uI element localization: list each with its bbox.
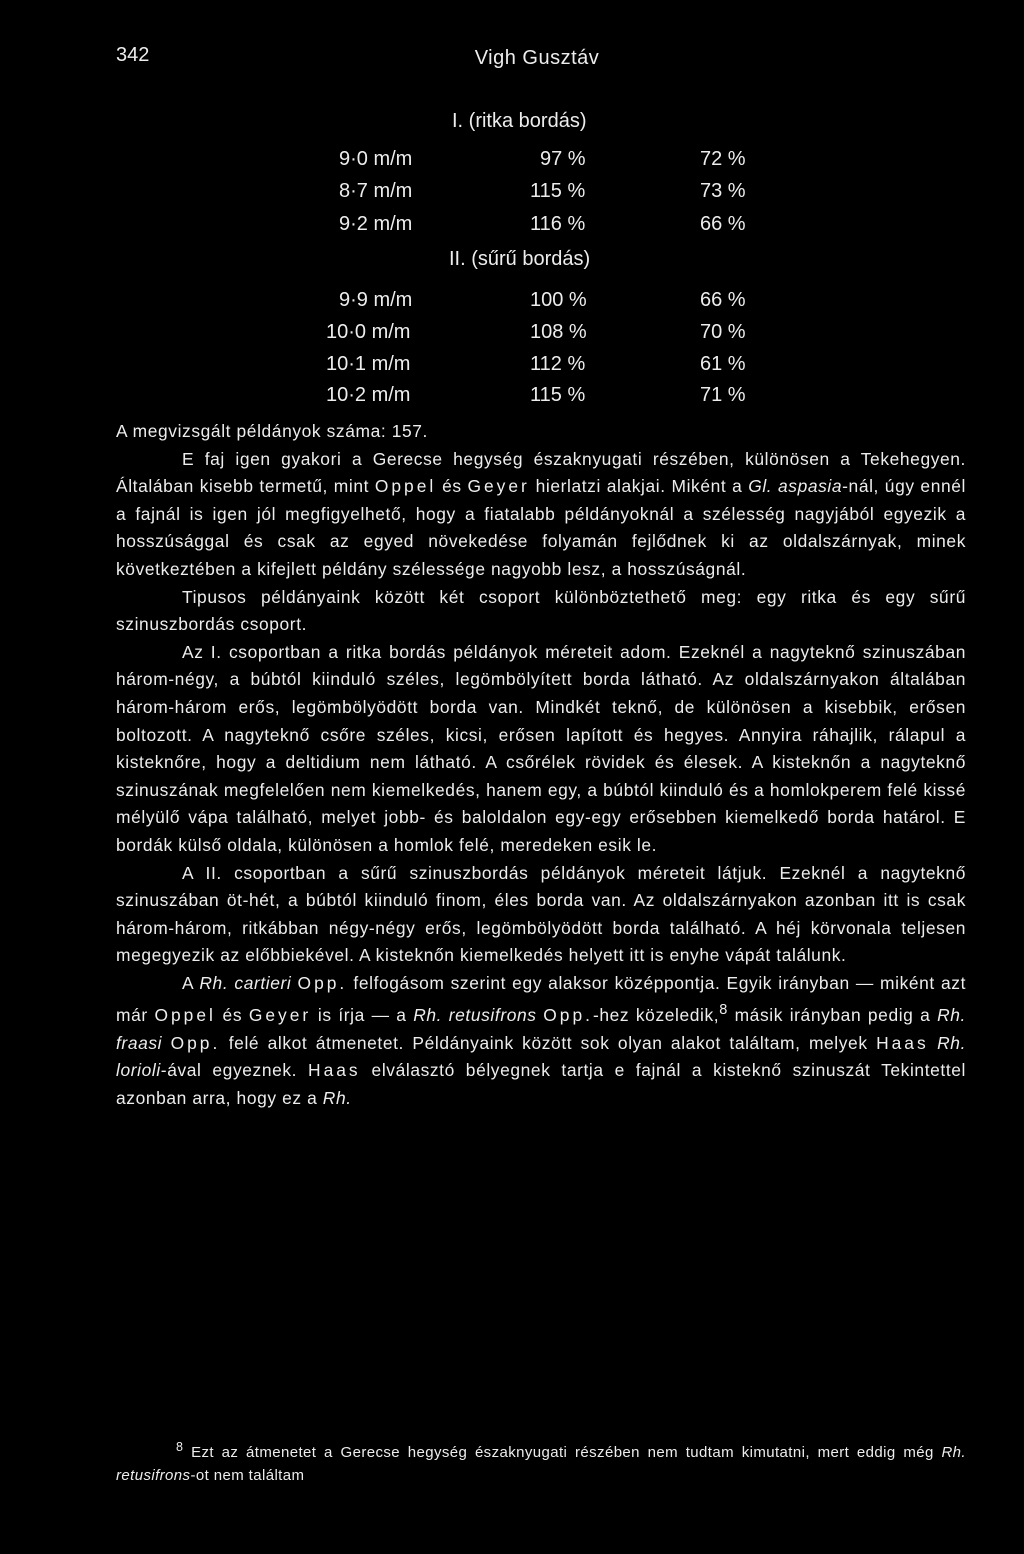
taxon-name: Rh. cartieri: [199, 972, 292, 993]
size-cell: 10·1 m/m: [326, 353, 411, 375]
author-name: Geyer: [248, 1005, 312, 1026]
pct1-cell: 100 %: [530, 289, 587, 311]
group1-heading: I. (ritka bordás): [452, 110, 587, 132]
paragraph-specimen-count: A megvizsgált példányok száma: 157.: [116, 421, 428, 441]
author-name: Geyer: [467, 476, 530, 497]
author-name: Opp.: [170, 1032, 221, 1053]
pct1-cell: 115 %: [530, 384, 586, 406]
author-name: Oppel: [374, 476, 437, 497]
paragraph-cartieri: A Rh. cartieri Opp. felfogásom szerint egy alaksor középpontja. Egyik irányban — miként azt már Oppel és Geyer is írja — a Rh. retusifrons Opp.-hez közeledik,$^8$ másik irányban pedig a Rh. fraasi Opp. felé alkot átmenetet. Példányaink között sok olyan alakot találtam, melyek Haas Rh. lorioli-ával egyeznek. Haas elválasztó bélyegnek tartja e fajnál a kisteknő szinuszát Tekintettel azonban arra, hogy ez a Rh.: [116, 972, 967, 1109]
running-head: Vigh Gusztáv: [474, 47, 600, 69]
pct2-cell: 71 %: [700, 384, 746, 406]
footnote: $^8$ Ezt az átmenetet a Gerecse hegység északnyugati részében nem tudtam kimutatni, mert eddig még Rh. retusifrons-ot nem találtam: [116, 1440, 966, 1484]
pct1-cell: 97 %: [540, 148, 586, 170]
author-name: Haas: [876, 1032, 929, 1053]
taxon-name: Rh. lorioli: [116, 1032, 967, 1081]
size-cell: 9·2 m/m: [339, 213, 413, 235]
size-cell: 8·7 m/m: [339, 180, 413, 202]
pct1-cell: 116 %: [530, 213, 586, 235]
body-text: [116, 418, 966, 1113]
taxon-name: Rh. retusifrons: [413, 1005, 537, 1026]
pct2-cell: 66 %: [700, 289, 746, 311]
pct2-cell: 70 %: [700, 321, 746, 343]
pct1-cell: 112 %: [530, 353, 586, 375]
pct2-cell: 66 %: [700, 213, 746, 235]
paragraph-occurrence: E faj igen gyakori a Gerecse hegység északnyugati részében, különösen a Tekehegyen. Általában kisebb termetű, mint Oppel és Geyer hierlatzi alakjai. Miként a Gl. aspasia-nál, úgy ennél a fajnál is igen jól megfigyelhető, hogy a fiatalabb példányoknál a szélesség nagyjából egyezik a hosszúsággal és csak az egyed növekedése folyamán fejlődnek ki az oldalszárnyak, minek következtében a kifejlett példány szélessége nagyobb lesz, a hosszúságnál.: [116, 448, 966, 579]
size-cell: 10·0 m/m: [326, 321, 411, 343]
taxon-name: Rh. fraasi: [116, 1005, 966, 1053]
taxon-name: Gl. aspasia: [748, 476, 843, 497]
taxon-name: Rh.: [322, 1088, 352, 1109]
size-cell: 10·2 m/m: [326, 384, 411, 406]
page-number: 342: [116, 44, 150, 66]
footnote-ref: 8: [719, 1002, 728, 1019]
paragraph-group2: A II. csoportban a sűrű szinuszbordás példányok méreteit látjuk. Ezeknél a nagyteknő szinuszában öt-hét, a búbtól kiinduló finom, éles borda van. Az oldalszárnyakon azonban itt is csak három-három, ritkábban négy-négy erős, legömbölyödött borda található. A héj körvonala teljesen megegyezik az előbbiekével. A kisteknőn kiemelkedés helyett itt is enyhe vápát találunk.: [116, 862, 966, 966]
author-name: Oppel: [154, 1005, 216, 1026]
pct2-cell: 61 %: [700, 353, 746, 375]
pct1-cell: 108 %: [530, 321, 587, 343]
pct2-cell: 73 %: [700, 180, 746, 202]
footnote-mark: 8: [176, 1440, 184, 1454]
taxon-name: Rh. retusifrons: [116, 1444, 966, 1484]
pct1-cell: 115 %: [530, 180, 586, 202]
author-name: Opp.: [297, 972, 348, 993]
size-cell: 9·9 m/m: [339, 289, 413, 311]
size-cell: 9·0 m/m: [339, 148, 413, 170]
author-name: Haas: [308, 1060, 361, 1081]
pct2-cell: 72 %: [700, 148, 746, 170]
paragraph-groups: Tipusos példányaink között két csoport különböztethető meg: egy ritka és egy sűrű szinuszbordás csoport.: [116, 586, 966, 635]
paragraph-group1: Az I. csoportban a ritka bordás példányok méreteit adom. Ezeknél a nagyteknő szinuszában három-négy, a búbtól kiinduló széles, legömbölyített borda látható. Az oldalszárnyakon általában három-három erős, legömbölyödött borda van. Mindkét teknő, de különösen a kisebbik, erősen boltozott. A nagyteknő csőre széles, kicsi, erősen lapított és hegyes. Annyira ráhajlik, rálapul a kisteknőre, hogy a deltidium nem látható. A csőrélek rövidek és élesek. A kisteknőn a nagyteknő szinuszának megfelelően nem kiemelkedés, hanem egy, a búbtól kiinduló és a homlokperem felé kissé mélyülő vápa található, melyet jobb- és baloldalon egy-egy erősebben kiemelkedő borda határol. E bordák külső oldala, különösen a homlok felé, meredeken esik le.: [116, 641, 966, 855]
group2-heading: II. (sűrű bordás): [449, 248, 591, 270]
author-name: Opp.: [543, 1005, 593, 1026]
